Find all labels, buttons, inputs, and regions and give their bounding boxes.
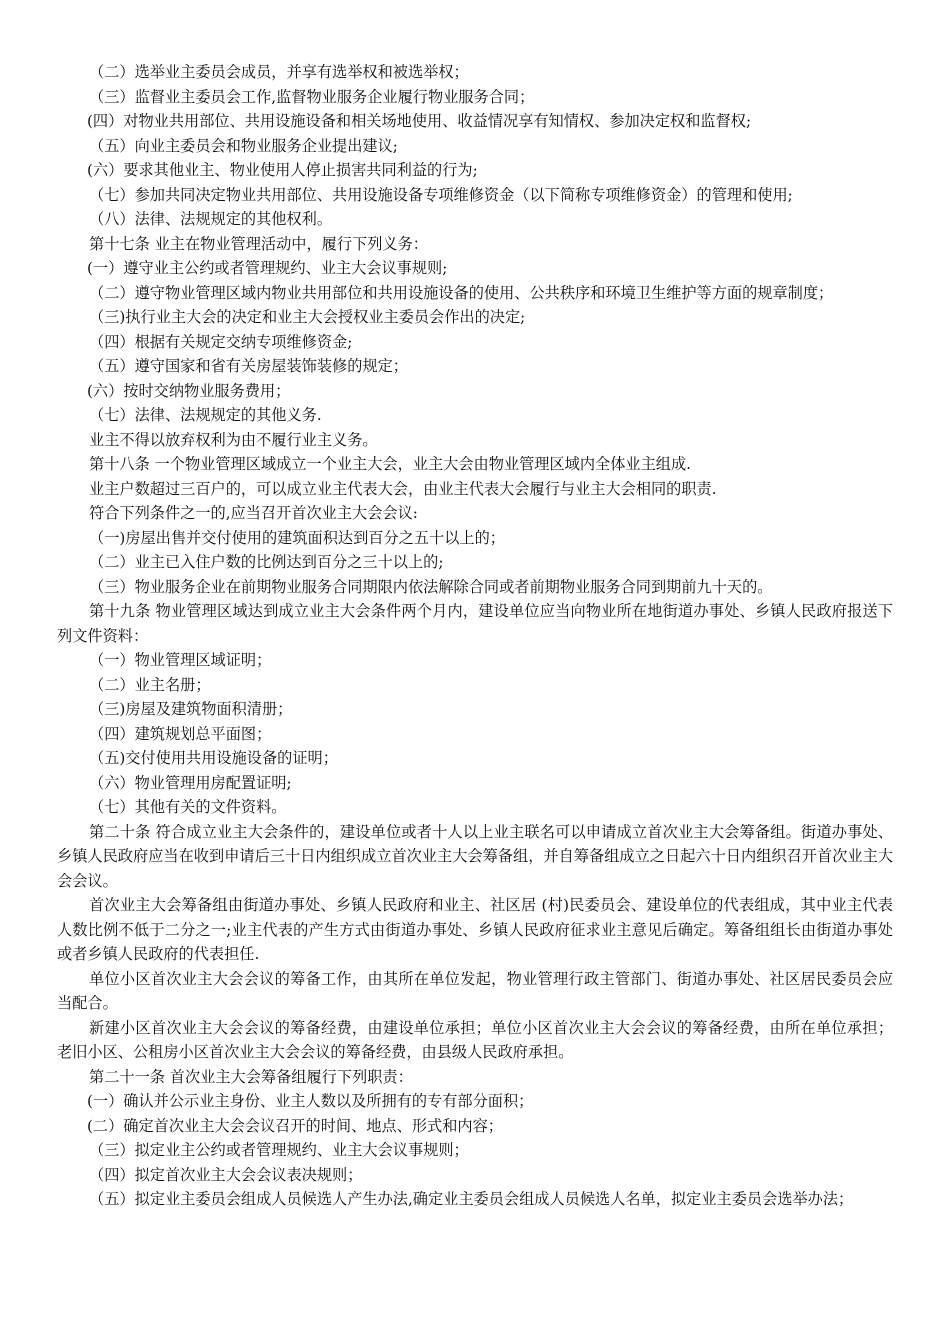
paragraph-26: （三)房屋及建筑物面积清册； <box>89 700 293 718</box>
paragraph-12: （四）根据有关规定交纳专项维修资金; <box>89 332 353 351</box>
paragraph-33: 单位小区首次业主大会会议的筹备工作，由其所在单位发起，物业管理行政主管部门、街道办事处、社区居民委员会应当配合。 <box>57 969 893 1012</box>
article-18-heading: 第十八条 一个物业管理区域成立一个业主大会，业主大会由物业管理区域内全体业主组成. <box>89 455 691 473</box>
paragraph-19: 符合下列条件之一的,应当召开首次业主大会会议: <box>89 504 418 522</box>
article-21-heading: 第二十一条 首次业主大会筹备组履行下列职责： <box>89 1067 413 1086</box>
paragraph-15: （七）法律、法规规定的其他义务. <box>89 406 322 424</box>
paragraph-24: （一）物业管理区域证明； <box>89 651 272 669</box>
paragraph-21: （二）业主已入住户数的比例达到百分之三十以上的; <box>89 553 444 571</box>
paragraph-38: （三）拟定业主公约或者管理规约、业主大会议事规则； <box>89 1141 469 1159</box>
paragraph-9: (一）遵守业主公约或者管理规约、业主大会议事规则; <box>87 259 448 277</box>
document-page <box>57 60 893 1212</box>
article-19-heading: 第十九条 物业管理区域达到成立业主大会条件两个月内，建设单位应当向物业所在地街道办事处、乡镇人民政府报送下列文件资料： <box>57 602 893 645</box>
paragraph-32: 首次业主大会筹备组由街道办事处、乡镇人民政府和业主、社区居 (村)民委员会、建设单位的代表组成，其中业主代表人数比例不低于二分之一;业主代表的产生方式由街道办事处、乡镇人民政府征求业主意见后确定。筹备组组长由街道办事处或者乡镇人民政府的代表担任. <box>57 896 893 963</box>
paragraph-39: （四）拟定首次业主大会会议表决规则； <box>89 1165 363 1184</box>
paragraph-28: （五)交付使用共用设施设备的证明； <box>89 749 338 767</box>
paragraph-6: （七）参加共同决定物业共用部位、共用设施设备专项维修资金（以下简称专项维修资金）的管理和使用; <box>89 185 793 204</box>
paragraph-10: （二）遵守物业管理区域内物业共用部位和共用设施设备的使用、公共秩序和环境卫生维护等方面的规章制度； <box>89 283 834 302</box>
paragraph-36: (一）确认并公示业主身份、业主人数以及所拥有的专有部分面积； <box>87 1092 534 1110</box>
paragraph-13: （五）遵守国家和省有关房屋装饰装修的规定； <box>89 357 408 375</box>
paragraph-1: （二）选举业主委员会成员，并享有选举权和被选举权； <box>89 63 469 81</box>
paragraph-37: (二）确定首次业主大会会议召开的时间、地点、形式和内容； <box>87 1116 503 1135</box>
paragraph-20: （一)房屋出售并交付使用的建筑面积达到百分之五十以上的； <box>89 528 505 547</box>
paragraph-16: 业主不得以放弃权利为由不履行业主义务。 <box>89 430 378 449</box>
paragraph-40: （五）拟定业主委员会组成人员候选人产生办法,确定业主委员会组成人员候选人名单，拟定业主委员会选举办法； <box>89 1190 854 1208</box>
paragraph-14: (六）按时交纳物业服务费用； <box>87 381 291 400</box>
paragraph-30: （七）其他有关的文件资料。 <box>89 798 287 816</box>
article-20-heading: 第二十条 符合成立业主大会条件的，建设单位或者十人以上业主联名可以申请成立首次业主大会筹备组。街道办事处、乡镇人民政府应当在收到申请后三十日内组织成立首次业主大会筹备组，并自筹备组成立之日起六十日内组织召开首次业主大会会议。 <box>57 822 893 890</box>
paragraph-29: （六）物业管理用房配置证明; <box>89 773 292 792</box>
paragraph-27: （四）建筑规划总平面图； <box>89 724 272 743</box>
paragraph-11: （三)执行业主大会的决定和业主大会授权业主委员会作出的决定; <box>89 308 526 326</box>
paragraph-3: (四）对物业共用部位、共用设施设备和相关场地使用、收益情况享有知情权、参加决定权和监督权; <box>87 112 752 130</box>
paragraph-25: （二）业主名册； <box>89 675 211 694</box>
paragraph-4: （五）向业主委员会和物业服务企业提出建议; <box>89 136 398 155</box>
article-17-heading: 第十七条 业主在物业管理活动中，履行下列义务： <box>89 234 428 253</box>
paragraph-7: （八）法律、法规规定的其他权利。 <box>89 210 332 228</box>
paragraph-2: （三）监督业主委员会工作,监督物业服务企业履行物业服务合同； <box>89 87 535 106</box>
paragraph-18: 业主户数超过三百户的，可以成立业主代表大会，由业主代表大会履行与业主大会相同的职责. <box>89 479 717 498</box>
paragraph-5: (六）要求其他业主、物业使用人停止损害共同利益的行为; <box>87 161 478 179</box>
paragraph-22: （三）物业服务企业在前期物业服务合同期限内依法解除合同或者前期物业服务合同到期前九十天的。 <box>89 577 773 596</box>
paragraph-34: 新建小区首次业主大会会议的筹备经费，由建设单位承担；单位小区首次业主大会会议的筹备经费，由所在单位承担；老旧小区、公租房小区首次业主大会会议的筹备经费，由县级人民政府承担。 <box>57 1018 893 1061</box>
